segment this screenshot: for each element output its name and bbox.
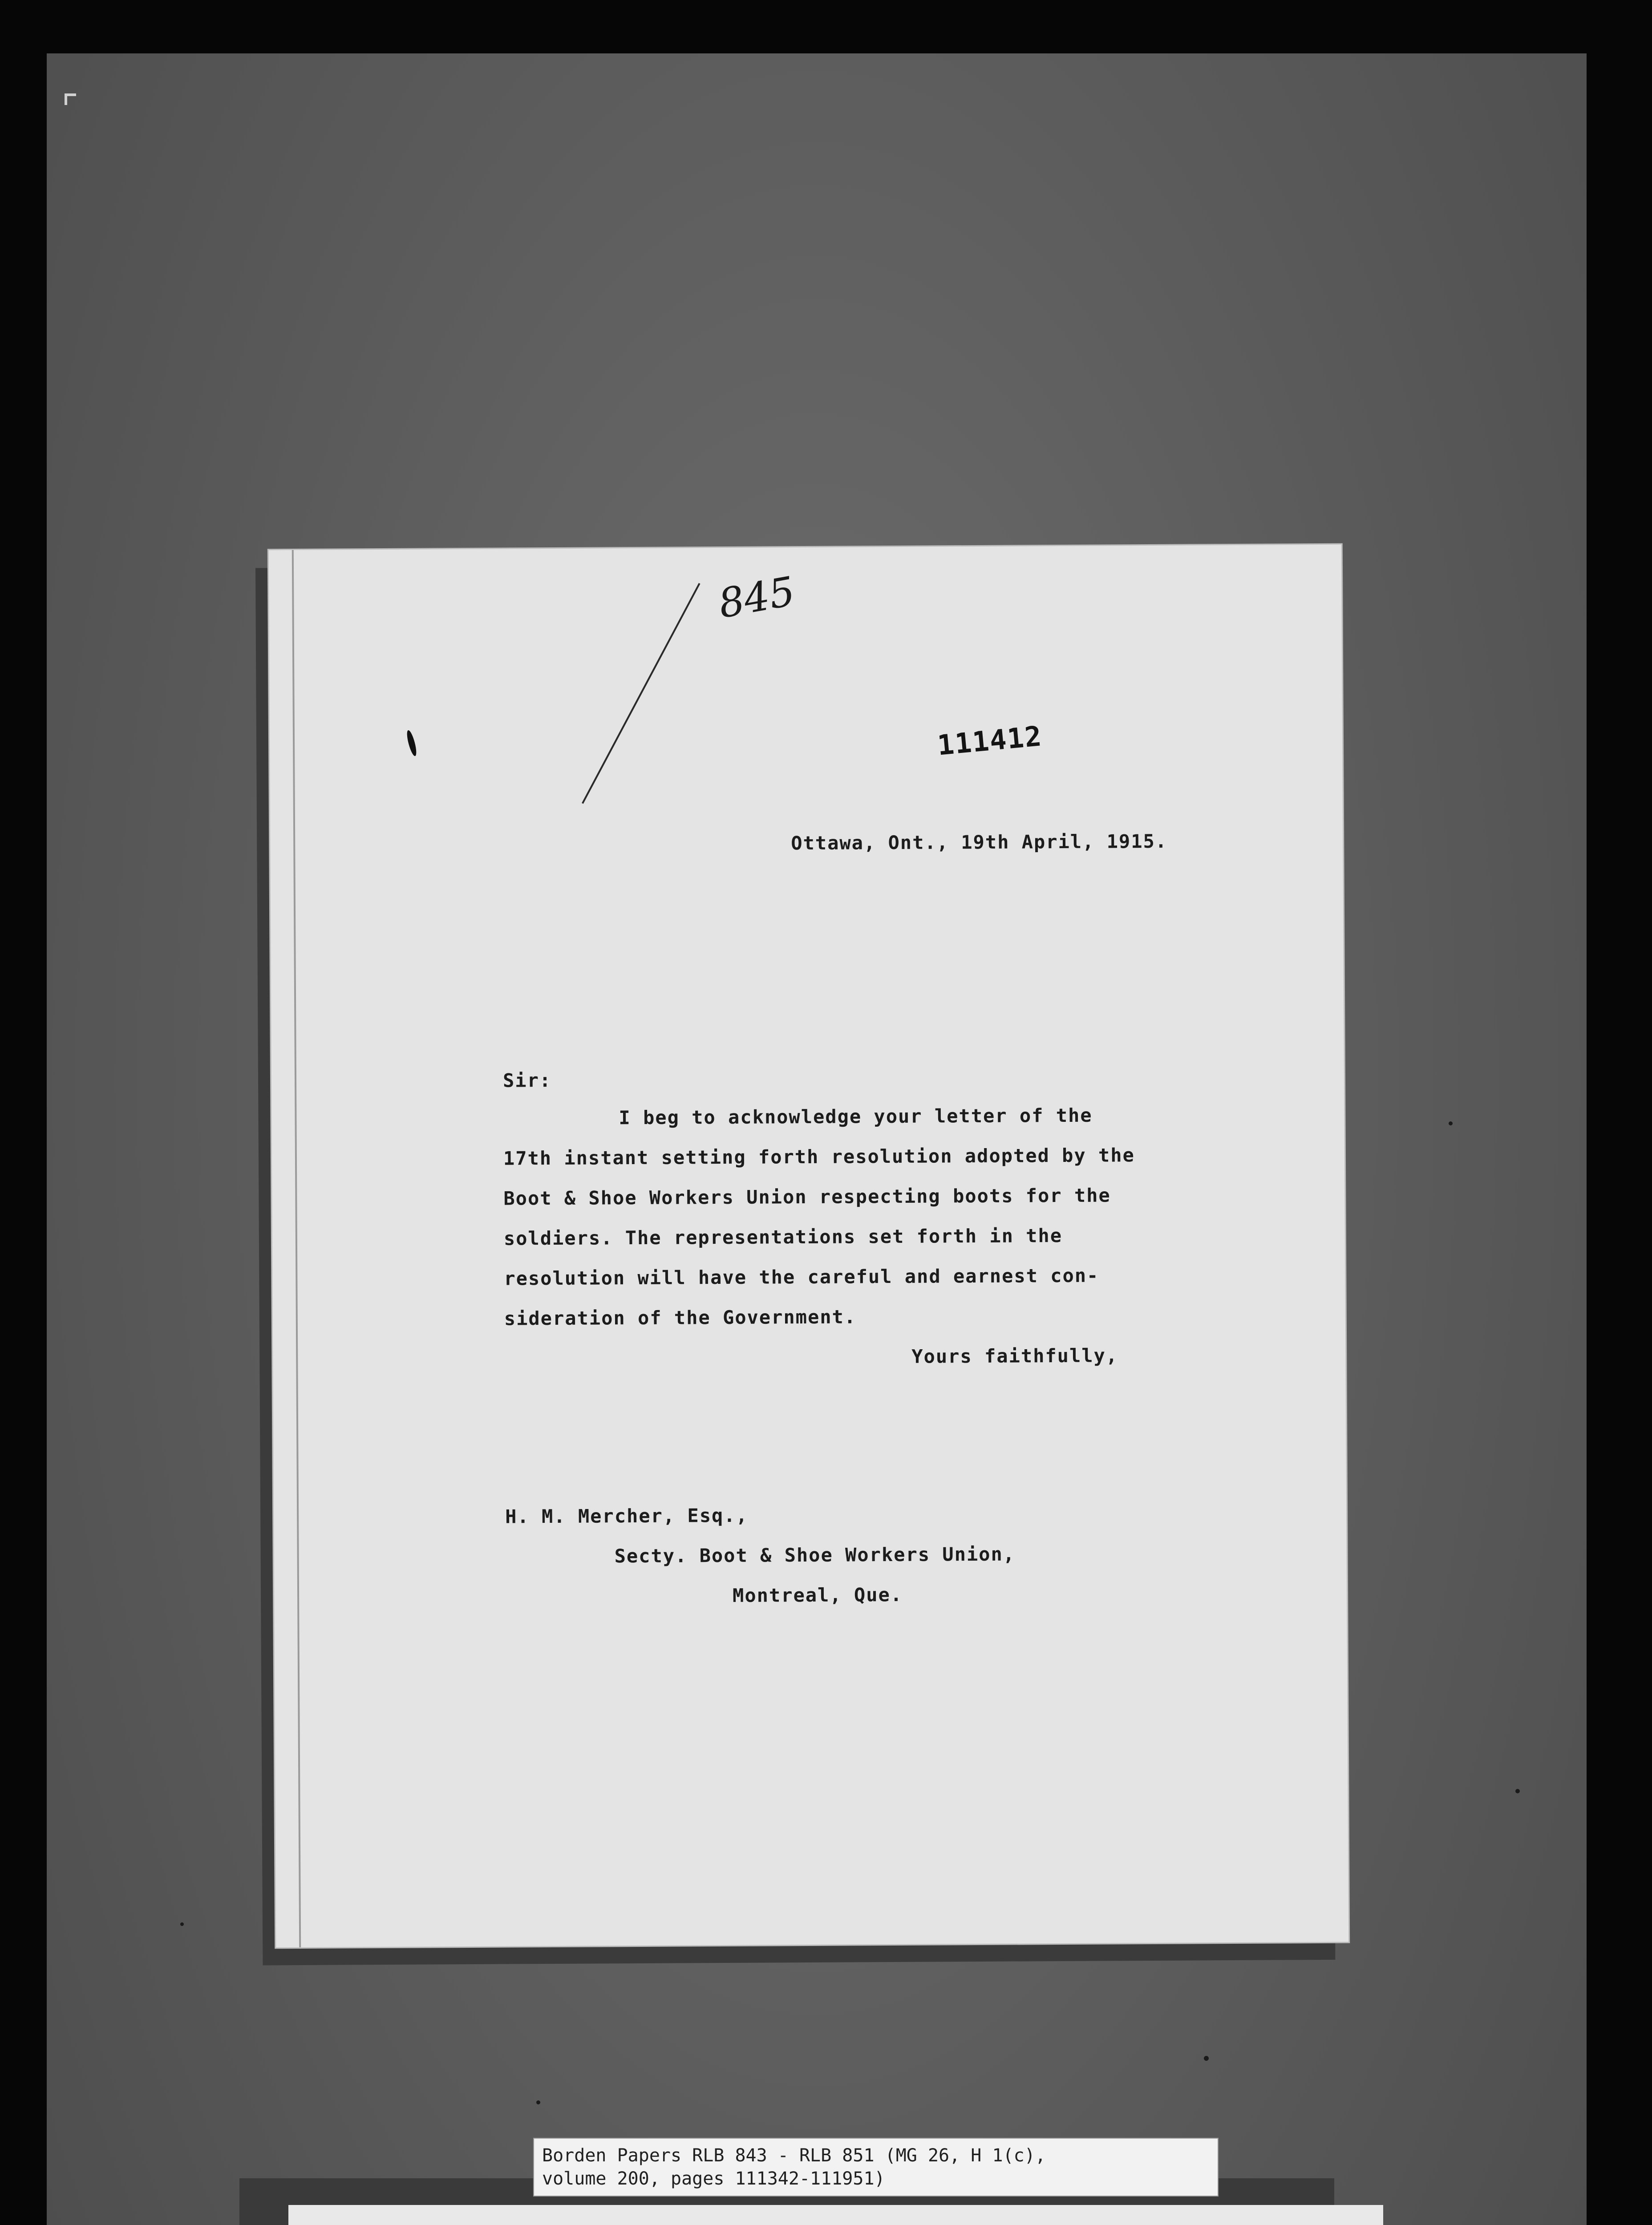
salutation: Sir: (502, 1069, 552, 1092)
reference-line: Borden Papers RLB 843 - RLB 851 (MG 26, H 1(c), (542, 2145, 1046, 2166)
archive-card (288, 2205, 1383, 2225)
addressee-name: H. M. Mercher, Esq., (505, 1504, 749, 1528)
body-line: soldiers. The representations set forth in the (503, 1225, 1063, 1250)
addressee-title: Secty. Boot & Shoe Workers Union, (614, 1543, 1016, 1567)
letter-page (269, 545, 1348, 1948)
file-number-stamp: 111412 (936, 720, 1044, 762)
body-line: resolution will have the careful and earnest con- (504, 1264, 1099, 1290)
dateline: Ottawa, Ont., 19th April, 1915. (791, 830, 1168, 854)
body-line: I beg to acknowledge your letter of the (619, 1104, 1093, 1129)
body-line: sideration of the Government. (504, 1306, 857, 1330)
body-line: Boot & Shoe Workers Union respecting boots for the (503, 1184, 1111, 1210)
dust-speck (1515, 1789, 1520, 1793)
closing: Yours faithfully, (911, 1344, 1118, 1367)
handwritten-note: 845 (715, 568, 799, 628)
dust-speck (536, 2100, 540, 2104)
body-line: 17th instant setting forth resolution adopted by the (503, 1144, 1135, 1169)
dust-speck (180, 1922, 184, 1926)
dust-speck (1449, 1121, 1453, 1125)
corner-mark (65, 93, 76, 105)
reference-label (534, 2139, 1218, 2196)
dust-speck (1204, 2056, 1209, 2061)
reference-line: volume 200, pages 111342-111951) (542, 2168, 885, 2189)
addressee-city: Montreal, Que. (732, 1583, 903, 1606)
page-edge (292, 550, 301, 1947)
